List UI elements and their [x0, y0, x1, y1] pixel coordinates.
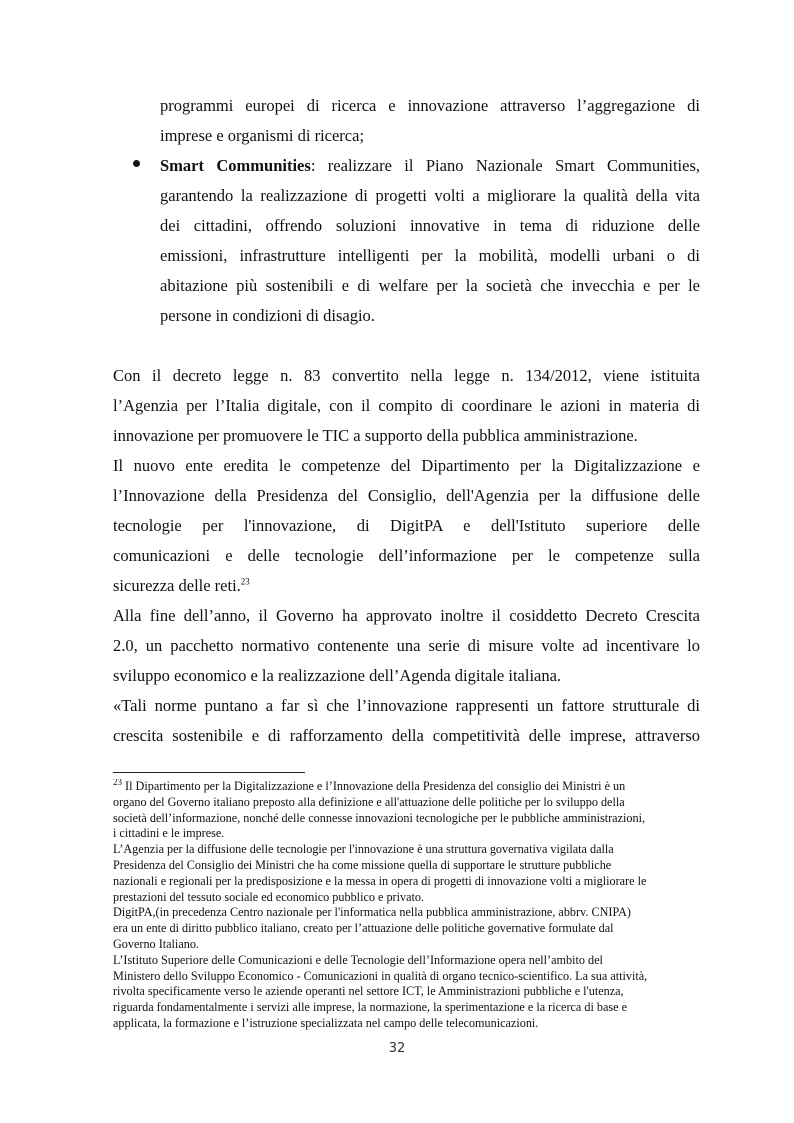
text-line	[113, 571, 700, 601]
text-line: tecnologie per l'innovazione, di DigitPA e dell'Istituto superiore delle	[113, 516, 700, 535]
text-line: l’Agenzia per l’Italia digitale, con il compito di coordinare le azioni in materia di	[113, 396, 700, 415]
text-line: emissioni, infrastrutture intelligenti per la mobilità, modelli urbani o di	[160, 246, 700, 265]
bullet-item-smart-communities	[160, 151, 700, 331]
bullet-first-line	[160, 151, 700, 181]
paragraph-1	[113, 361, 700, 451]
footnote-23	[113, 779, 700, 1032]
footnote-line: nazionali e regionali per la predisposizione e la messa in opera di progetti di innovazione volti a migliorare le	[113, 873, 647, 888]
text-line: programmi europei di ricerca e innovazione attraverso l’aggregazione di	[160, 96, 700, 115]
text-line: garantendo la realizzazione di progetti volti a migliorare la qualità della vita	[160, 186, 700, 205]
footnote-line: società dell’informazione, nonché delle connesse innovazioni tecnologiche per le pubbliche amministrazioni,	[113, 810, 646, 825]
page-number: 32	[388, 1041, 406, 1056]
text-line: 2.0, un pacchetto normativo contenente una serie di misure volte ad incentivare lo	[113, 636, 700, 655]
footnote-number: 23	[113, 779, 122, 787]
footnote-line: Ministero dello Sviluppo Economico - Comunicazioni in qualità di organo tecnico-scientifico. La sua attività,	[113, 968, 648, 983]
text-line: l’Innovazione della Presidenza del Consiglio, dell'Agenzia per la diffusione delle	[113, 486, 700, 505]
paragraph-2	[113, 451, 700, 601]
text-line: Con il decreto legge n. 83 convertito nella legge n. 134/2012, viene istituita	[113, 366, 700, 385]
footnote-line: riguarda fondamentalmente i servizi alle imprese, la normazione, la sperimentazione e la ricerca di base e	[113, 1000, 628, 1015]
bullet-first-line-rest: : realizzare il Piano Nazionale Smart Communities,	[310, 156, 700, 175]
footnote-line: L’Istituto Superiore delle Comunicazioni e delle Tecnologie dell’Informazione opera nell’ambito del	[113, 952, 603, 967]
paragraph-3	[113, 601, 700, 691]
text-line: innovazione per promuovere le TIC a supporto della pubblica amministrazione.	[113, 426, 638, 445]
footnote-line: organo del Governo italiano preposto alla definizione e all'attuazione delle politiche per lo sviluppo della	[113, 794, 625, 809]
footnote-divider	[113, 772, 305, 773]
footnote-line: Presidenza del Consiglio dei Ministri che ha come missione quella di supportare le strutture pubbliche	[113, 857, 612, 872]
text-line: abitazione più sostenibili e di welfare per la società che invecchia e per le	[160, 276, 700, 295]
footnote-line: rivolta specificamente verso le aziende operanti nel settore ICT, le Amministrazioni pubbliche e l'utenza,	[113, 984, 624, 999]
text-line-content: sicurezza delle reti.	[113, 576, 241, 595]
footnote-line	[113, 779, 700, 795]
text-line: comunicazioni e delle tecnologie dell’informazione per le competenze sulla	[113, 546, 700, 565]
footnote-line: DigitPA,(in precedenza Centro nazionale per l'informatica nella pubblica amministrazione, abbrv. CNIPA)	[113, 905, 631, 920]
list-continuation	[160, 91, 700, 151]
footnote-line: prestazioni del tessuto sociale ed economico pubblico e privato.	[113, 889, 425, 904]
footnote-ref[interactable]: 23	[240, 576, 250, 587]
footnote-first-line: Il Dipartimento per la Digitalizzazione e l’Innovazione della Presidenza del consiglio dei Ministri è un	[125, 779, 626, 793]
bullet-title: Smart Communities	[160, 156, 311, 175]
bullet-icon	[133, 160, 140, 167]
footnote-line: L’Agenzia per la diffusione delle tecnologie per l'innovazione è una struttura governativa vigilata dalla	[113, 842, 614, 857]
text-line: dei cittadini, offrendo soluzioni innovative in tema di riduzione delle	[160, 216, 700, 235]
text-line: sviluppo economico e la realizzazione dell’Agenda digitale italiana.	[113, 666, 562, 685]
paragraph-4	[113, 691, 700, 751]
text-line: persone in condizioni di disagio.	[160, 306, 375, 325]
footnote-line: i cittadini e le imprese.	[113, 826, 225, 841]
text-line: «Tali norme puntano a far sì che l’innovazione rappresenti un fattore strutturale di	[113, 696, 700, 715]
text-line: Alla fine dell’anno, il Governo ha approvato inoltre il cosiddetto Decreto Crescita	[113, 606, 700, 625]
text-line: Il nuovo ente eredita le competenze del Dipartimento per la Digitalizzazione e	[113, 456, 700, 475]
text-line: crescita sostenibile e di rafforzamento della competitività delle imprese, attraverso	[113, 726, 700, 745]
footnote-line: Governo Italiano.	[113, 936, 199, 951]
body-text	[113, 361, 700, 751]
text-line: imprese e organismi di ricerca;	[160, 126, 365, 145]
footnote-line: era un ente di diritto pubblico italiano, creato per l’attuazione delle politiche governative formulate dal	[113, 921, 614, 936]
footnote-line: applicata, la formazione e l’istruzione specializzata nel campo delle telecomunicazioni.	[113, 1015, 539, 1030]
